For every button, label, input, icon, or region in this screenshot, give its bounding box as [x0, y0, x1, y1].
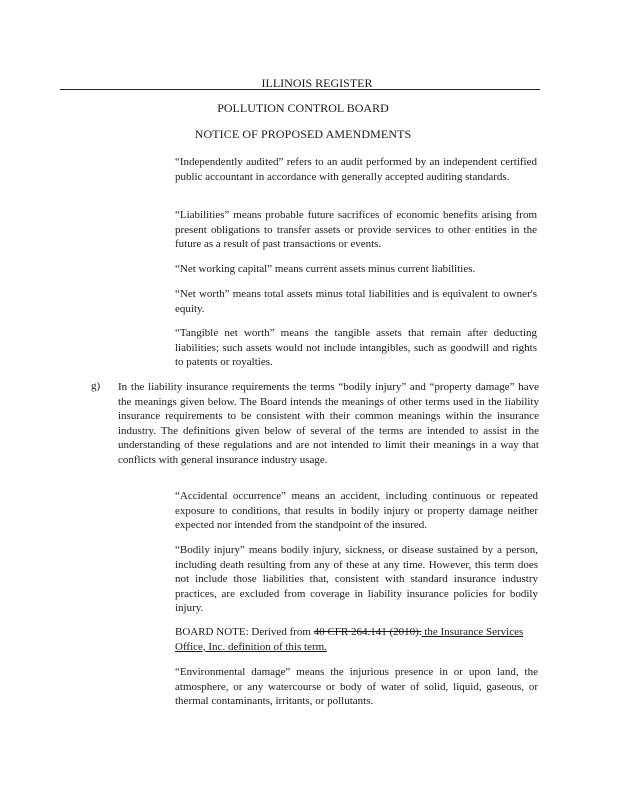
definition-net-worth: “Net worth” means total assets minus total liabilities and is equivalent to owner's equity. [175, 288, 537, 315]
definition-net-working-capital: “Net working capital” means current assets minus current liabilities. [175, 263, 476, 275]
board-note [175, 625, 538, 654]
section-g-intro: In the liability insurance requirements the terms “bodily injury” and “property damage” have the meanings given below. The Board intends the meanings of other terms used in the liability insurance requirements to be consistent with their common meanings within the insurance industry. The definitions given below of several of the terms are intended to assist in the understanding of these regulations and are not intended to limit their meanings in a way that conflicts with general insurance industry usage. [118, 381, 539, 466]
definition-environmental-damage: “Environmental damage” means the injurious presence in or upon land, the atmosphere, or any watercourse or body of water of solid, liquid, gaseous, or thermal contaminants, irritants, or pollutants. [175, 666, 538, 707]
definition-tangible-net-worth: “Tangible net worth” means the tangible assets that remain after deducting liabilities; such assets would not include intangibles, such as goodwill and rights to patents or royalties. [175, 327, 537, 368]
definition-liabilities: “Liabilities” means probable future sacrifices of economic benefits arising from present obligations to transfer assets or provide services to other entities in the future as a result of past transactions or events. [175, 209, 537, 250]
definition-accidental-occurrence: “Accidental occurrence” means an accident, including continuous or repeated exposure to conditions, that results in bodily injury or property damage neither expected nor intended from the standpoint of the insured. [175, 490, 538, 531]
section-marker: g) [91, 380, 101, 392]
register-title: ILLINOIS REGISTER [261, 76, 373, 90]
board-title: POLLUTION CONTROL BOARD [217, 101, 389, 115]
definition-bodily-injury: “Bodily injury” means bodily injury, sickness, or disease sustained by a person, including death resulting from any of these at any time. However, this term does not include those liabilities that, consistent with standard insurance industry practices, are excluded from coverage in liability insurance policies for bodily injury. [175, 544, 538, 614]
board-note-prefix: BOARD NOTE: Derived from [175, 626, 314, 638]
definition-independently-audited: “Independently audited” refers to an audit performed by an independent certified public accountant in accordance with generally accepted auditing standards. [175, 156, 537, 183]
board-note-struck-text: 40 CFR 264.141 (2010). [313, 626, 422, 638]
notice-title: NOTICE OF PROPOSED AMENDMENTS [194, 127, 412, 141]
board-note-underlined-text: the Insurance Services Office, Inc. definition of this term. [175, 626, 524, 653]
